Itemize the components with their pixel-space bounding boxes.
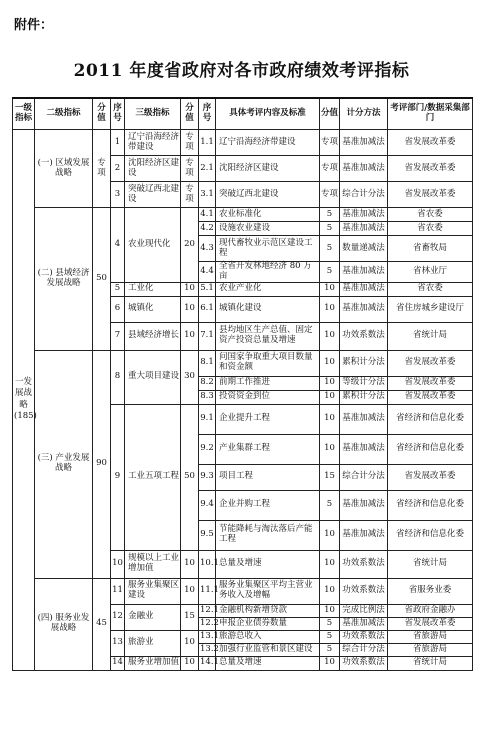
tier3-score: 10 <box>181 322 199 350</box>
row-method: 功效系数法 <box>340 578 388 604</box>
row-no: 9.3 <box>199 464 216 490</box>
row-dept: 省服务业委 <box>388 578 473 604</box>
row-score: 10 <box>320 350 340 376</box>
row-score: 10 <box>320 578 340 604</box>
row-score: 专项 <box>320 130 340 156</box>
col-header-level3: 三级指标 <box>125 98 181 130</box>
tier3-no: 2 <box>111 156 125 182</box>
row-no: 11.1 <box>199 578 216 604</box>
row-method: 基准加减法 <box>340 222 388 236</box>
level2-cell: (一) 区域发展战略 <box>35 130 93 208</box>
table-row <box>13 130 473 156</box>
row-dept: 省统计局 <box>388 656 473 670</box>
row-method: 基准加减法 <box>340 520 388 550</box>
row-score: 专项 <box>320 182 340 208</box>
row-dept: 省发展改革委 <box>388 156 473 182</box>
table-row <box>13 578 473 604</box>
tier3-no: 8 <box>111 350 125 404</box>
row-dept: 省发展改革委 <box>388 350 473 376</box>
row-score: 5 <box>320 208 340 222</box>
row-score: 5 <box>320 617 340 630</box>
level2-score: 45 <box>93 578 111 670</box>
tier3-no: 14 <box>111 656 125 670</box>
row-content: 总量及增速 <box>216 656 320 670</box>
row-content: 设施农业建设 <box>216 222 320 236</box>
row-content: 沈阳经济区建设 <box>216 156 320 182</box>
row-dept: 省政府金融办 <box>388 604 473 617</box>
tier3-score: 10 <box>181 282 199 296</box>
row-dept: 省经济和信息化委 <box>388 404 473 434</box>
row-score: 10 <box>320 282 340 296</box>
row-content: 加强行业监管和景区建设 <box>216 643 320 656</box>
table-row <box>13 208 473 222</box>
row-method: 功效系数法 <box>340 630 388 643</box>
row-no: 12.1 <box>199 604 216 617</box>
col-header-no: 序号 <box>199 98 216 130</box>
col-header-score: 分值 <box>93 98 111 130</box>
col-header-no: 序号 <box>111 98 125 130</box>
tier3-name: 突破辽西北建设 <box>125 182 181 208</box>
row-content: 服务业集聚区平均主营业务收入及增幅 <box>216 578 320 604</box>
row-no: 4.4 <box>199 262 216 283</box>
row-dept: 省畜牧局 <box>388 236 473 262</box>
level2-cell: (四) 服务业发展战略 <box>35 578 93 670</box>
row-no: 13.2 <box>199 643 216 656</box>
row-score: 10 <box>320 296 340 322</box>
row-no: 9.2 <box>199 434 216 464</box>
row-dept: 省发展改革委 <box>388 464 473 490</box>
row-no: 7.1 <box>199 322 216 350</box>
row-content: 申报企业债券数量 <box>216 617 320 630</box>
level2-score: 专项 <box>93 130 111 208</box>
row-score: 10 <box>320 550 340 578</box>
indicator-table <box>12 97 473 671</box>
tier3-name: 规模以上工业增加值 <box>125 550 181 578</box>
row-score: 5 <box>320 222 340 236</box>
row-content: 总量及增速 <box>216 550 320 578</box>
tier3-score: 专项 <box>181 156 199 182</box>
row-dept: 省经济和信息化委 <box>388 490 473 520</box>
col-header-level1: 一级指标 <box>13 98 35 130</box>
level2-score: 50 <box>93 208 111 351</box>
tier3-score: 专项 <box>181 130 199 156</box>
row-dept: 省发展改革委 <box>388 390 473 404</box>
row-score: 5 <box>320 490 340 520</box>
row-score: 10 <box>320 322 340 350</box>
row-method: 功效系数法 <box>340 550 388 578</box>
row-dept: 省统计局 <box>388 550 473 578</box>
row-method: 基准加减法 <box>340 434 388 464</box>
tier3-name: 辽宁沿海经济带建设 <box>125 130 181 156</box>
row-dept: 省农委 <box>388 208 473 222</box>
level2-cell: (三) 产业发展战略 <box>35 350 93 578</box>
tier3-score: 30 <box>181 350 199 404</box>
col-header-dept: 考评部门/数据采集部门 <box>388 98 473 130</box>
row-score: 10 <box>320 604 340 617</box>
row-dept: 省农委 <box>388 282 473 296</box>
tier3-no: 3 <box>111 182 125 208</box>
row-method: 综合计分法 <box>340 643 388 656</box>
tier3-name: 县域经济增长 <box>125 322 181 350</box>
row-dept: 省发展改革委 <box>388 182 473 208</box>
row-score: 10 <box>320 434 340 464</box>
tier3-score: 10 <box>181 630 199 656</box>
row-score: 10 <box>320 656 340 670</box>
row-score: 5 <box>320 630 340 643</box>
row-score: 5 <box>320 643 340 656</box>
tier3-no: 9 <box>111 404 125 550</box>
col-header-score: 分值 <box>320 98 340 130</box>
row-content: 突破辽西北建设 <box>216 182 320 208</box>
row-method: 基准加减法 <box>340 262 388 283</box>
row-content: 城镇化建设 <box>216 296 320 322</box>
row-method: 基准加减法 <box>340 617 388 630</box>
row-content: 农业标准化 <box>216 208 320 222</box>
row-no: 2.1 <box>199 156 216 182</box>
row-no: 4.2 <box>199 222 216 236</box>
row-no: 13.1 <box>199 630 216 643</box>
row-no: 4.1 <box>199 208 216 222</box>
row-content: 项目工程 <box>216 464 320 490</box>
tier3-no: 13 <box>111 630 125 656</box>
tier3-name: 重大项目建设 <box>125 350 181 404</box>
row-content: 产业集群工程 <box>216 434 320 464</box>
row-content: 企业并购工程 <box>216 490 320 520</box>
row-dept: 省经济和信息化委 <box>388 520 473 550</box>
row-no: 1.1 <box>199 130 216 156</box>
row-method: 基准加减法 <box>340 404 388 434</box>
tier3-no: 10 <box>111 550 125 578</box>
row-method: 基准加减法 <box>340 156 388 182</box>
header-row <box>13 98 473 130</box>
row-content: 企业提升工程 <box>216 404 320 434</box>
tier3-name: 工业五项工程 <box>125 404 181 550</box>
row-content: 前期工作推进 <box>216 376 320 390</box>
tier3-score: 10 <box>181 656 199 670</box>
row-no: 4.3 <box>199 236 216 262</box>
tier3-score: 15 <box>181 604 199 630</box>
row-dept: 省发展改革委 <box>388 617 473 630</box>
tier3-no: 1 <box>111 130 125 156</box>
row-dept: 省统计局 <box>388 322 473 350</box>
row-no: 8.2 <box>199 376 216 390</box>
row-method: 基准加减法 <box>340 130 388 156</box>
row-method: 基准加减法 <box>340 296 388 322</box>
row-content: 农业产业化 <box>216 282 320 296</box>
row-content: 节能降耗与淘汰落后产能工程 <box>216 520 320 550</box>
row-no: 12.2 <box>199 617 216 630</box>
row-method: 功效系数法 <box>340 656 388 670</box>
row-score: 专项 <box>320 156 340 182</box>
row-dept: 省发展改革委 <box>388 376 473 390</box>
tier3-no: 11 <box>111 578 125 604</box>
document-title: 2011 年度省政府对各市政府绩效考评指标 <box>73 61 410 81</box>
row-method: 基准加减法 <box>340 208 388 222</box>
row-score: 10 <box>320 390 340 404</box>
row-method: 基准加减法 <box>340 490 388 520</box>
row-dept: 省农委 <box>388 222 473 236</box>
tier3-name: 城镇化 <box>125 296 181 322</box>
col-header-content: 具体考评内容及标准 <box>216 98 320 130</box>
row-content: 现代畜牧业示范区建设工程 <box>216 236 320 262</box>
level2-score: 90 <box>93 350 111 578</box>
row-no: 6.1 <box>199 296 216 322</box>
tier3-no: 5 <box>111 282 125 296</box>
row-content: 投资资金到位 <box>216 390 320 404</box>
row-no: 9.5 <box>199 520 216 550</box>
tier3-score: 20 <box>181 208 199 283</box>
tier3-no: 12 <box>111 604 125 630</box>
row-method: 功效系数法 <box>340 322 388 350</box>
row-method: 累积计分法 <box>340 390 388 404</box>
row-method: 基准加减法 <box>340 282 388 296</box>
tier3-score: 10 <box>181 550 199 578</box>
table-row <box>13 350 473 376</box>
tier3-name: 服务业增加值 <box>125 656 181 670</box>
row-score: 10 <box>320 376 340 390</box>
row-content: 金融机构新增贷款 <box>216 604 320 617</box>
tier3-score: 50 <box>181 404 199 550</box>
tier3-no: 6 <box>111 296 125 322</box>
tier3-no: 4 <box>111 208 125 283</box>
row-no: 14.1 <box>199 656 216 670</box>
row-score: 10 <box>320 404 340 434</box>
col-header-score: 分值 <box>181 98 199 130</box>
attachment-label: 附件： <box>14 18 54 33</box>
row-score: 15 <box>320 464 340 490</box>
tier3-name: 农业现代化 <box>125 208 181 283</box>
row-no: 8.3 <box>199 390 216 404</box>
row-no: 9.1 <box>199 404 216 434</box>
row-method: 综合计分法 <box>340 464 388 490</box>
row-content: 问国家争取重大项目数量和资金额 <box>216 350 320 376</box>
row-dept: 省住房城乡建设厅 <box>388 296 473 322</box>
row-no: 3.1 <box>199 182 216 208</box>
tier3-score: 专项 <box>181 182 199 208</box>
row-method: 完成比例法 <box>340 604 388 617</box>
tier3-score: 10 <box>181 578 199 604</box>
level2-cell: (二) 县域经济发展战略 <box>35 208 93 351</box>
col-header-method: 计分方法 <box>340 98 388 130</box>
row-dept: 省旅游局 <box>388 643 473 656</box>
row-method: 数量递减法 <box>340 236 388 262</box>
tier3-score: 10 <box>181 296 199 322</box>
tier3-name: 服务业集聚区建设 <box>125 578 181 604</box>
tier3-no: 7 <box>111 322 125 350</box>
row-dept: 省旅游局 <box>388 630 473 643</box>
row-no: 9.4 <box>199 490 216 520</box>
row-dept: 省发展改革委 <box>388 130 473 156</box>
tier3-name: 工业化 <box>125 282 181 296</box>
row-content: 辽宁沿海经济带建设 <box>216 130 320 156</box>
row-content: 县均地区生产总值、固定资产投资总量及增速 <box>216 322 320 350</box>
tier3-name: 沈阳经济区建设 <box>125 156 181 182</box>
row-no: 8.1 <box>199 350 216 376</box>
level1-cell: 一发展战略(185) <box>13 130 35 671</box>
row-method: 综合计分法 <box>340 182 388 208</box>
row-score: 5 <box>320 236 340 262</box>
row-dept: 省林业厅 <box>388 262 473 283</box>
row-dept: 省经济和信息化委 <box>388 434 473 464</box>
row-no: 5.1 <box>199 282 216 296</box>
col-header-level2: 二级指标 <box>35 98 93 130</box>
row-no: 10.1 <box>199 550 216 578</box>
row-score: 5 <box>320 262 340 283</box>
tier3-name: 金融业 <box>125 604 181 630</box>
row-score: 10 <box>320 520 340 550</box>
tier3-name: 旅游业 <box>125 630 181 656</box>
row-content: 全省开发林地经济 80 万亩 <box>216 262 320 283</box>
row-method: 累积计分法 <box>340 350 388 376</box>
row-method: 等级计分法 <box>340 376 388 390</box>
row-content: 旅游总收入 <box>216 630 320 643</box>
